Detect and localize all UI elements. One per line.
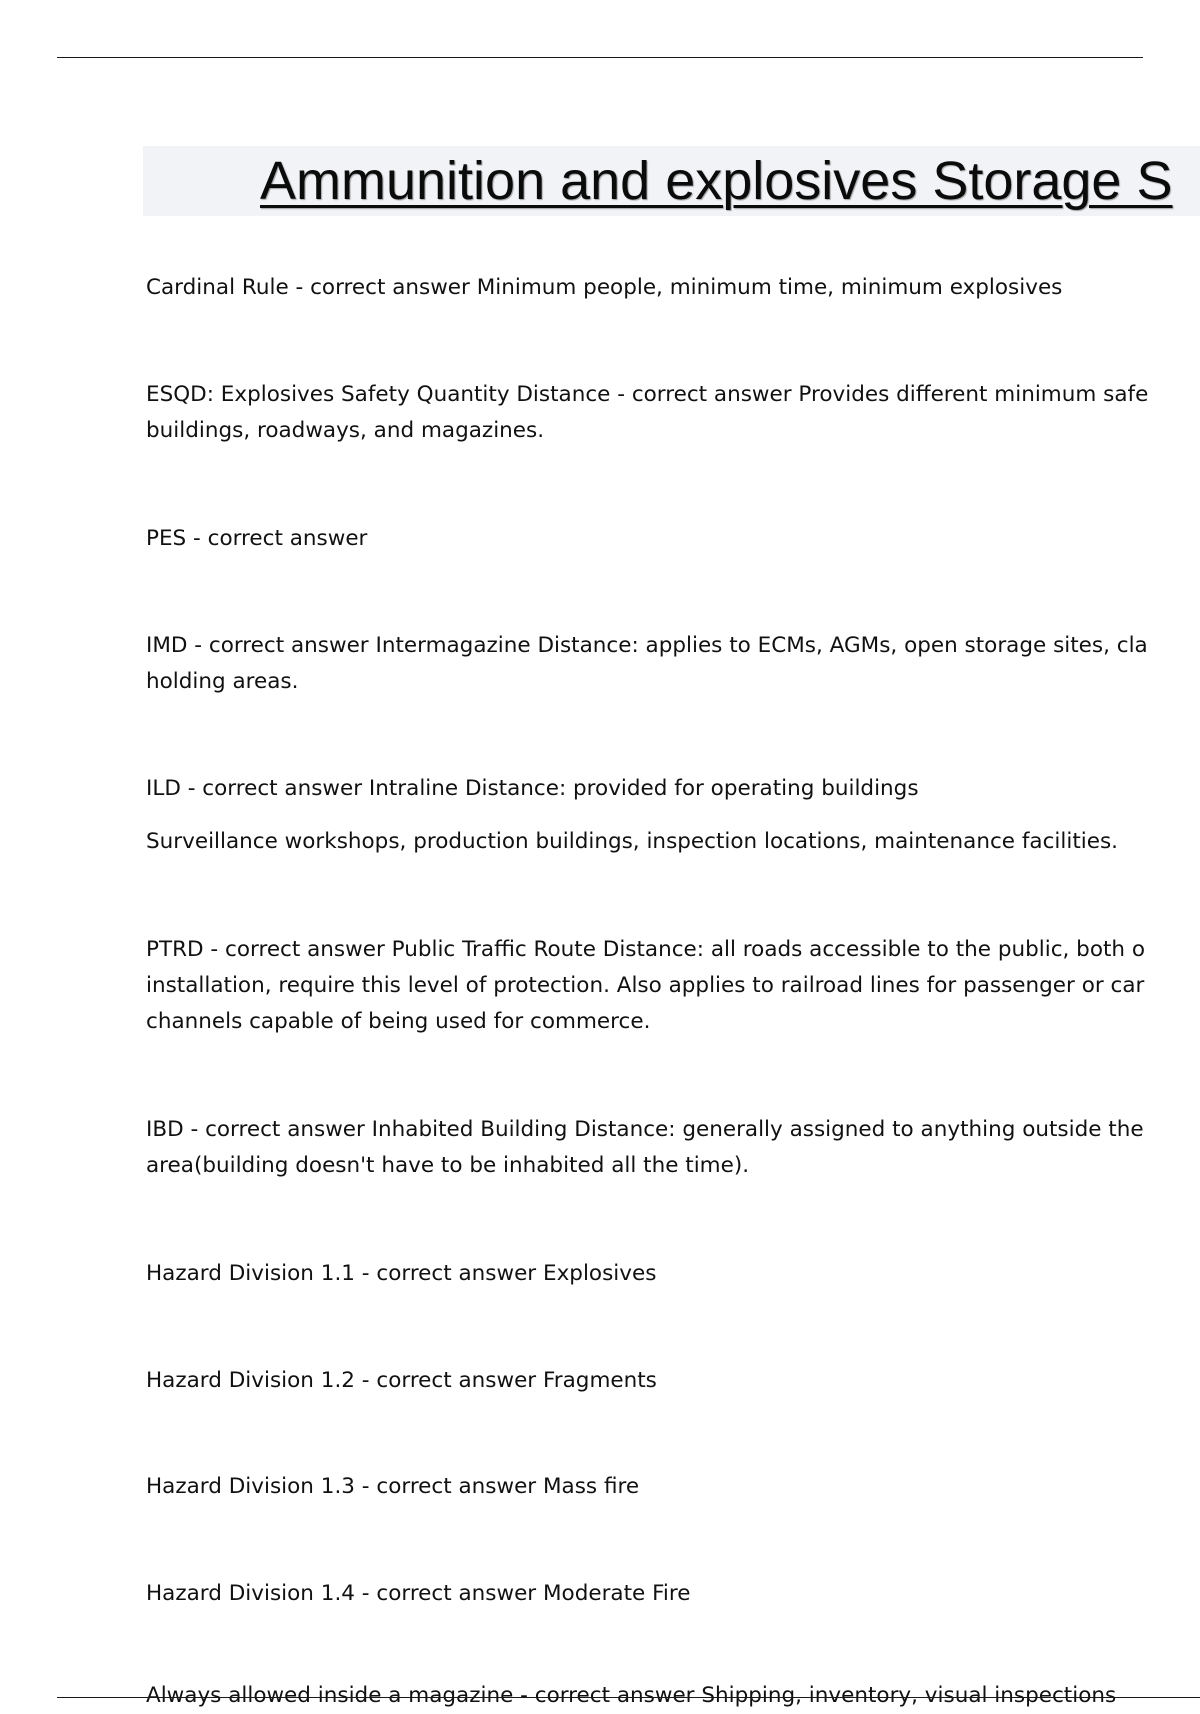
entry-line: Cardinal Rule - correct answer Minimum people, minimum time, minimum explosives — [146, 275, 1063, 300]
entry-ild — [146, 771, 919, 807]
entry-hazard-division-1-2 — [146, 1363, 657, 1399]
entry-magazine-allowed — [146, 1678, 1116, 1714]
entry-ibd — [146, 1112, 1144, 1184]
entry-line: area(building doesn't have to be inhabited all the time). — [146, 1153, 750, 1178]
entry-ild-detail — [146, 824, 1118, 860]
entry-line: IBD - correct answer Inhabited Building Distance: generally assigned to anything outside the — [146, 1117, 1144, 1142]
entry-line: Always allowed inside a magazine - correct answer Shipping, inventory, visual inspections — [146, 1683, 1117, 1708]
entry-ptrd — [146, 932, 1145, 1040]
entry-line: ILD - correct answer Intraline Distance: provided for operating buildings — [146, 776, 919, 801]
entry-line: PES - correct answer — [146, 526, 368, 551]
entry-line: installation, require this level of protection. Also applies to railroad lines for passenger or car — [146, 973, 1145, 998]
entry-pes — [146, 521, 367, 557]
entry-line: IMD - correct answer Intermagazine Distance: applies to ECMs, AGMs, open storage sites, cla — [146, 633, 1148, 658]
entry-line: Surveillance workshops, production buildings, inspection locations, maintenance facilities. — [146, 829, 1118, 854]
entry-hazard-division-1-3 — [146, 1469, 639, 1505]
document-title: Ammunition and explosives Storage S — [260, 151, 1173, 211]
entry-cardinal-rule — [146, 270, 1062, 306]
entry-line: ESQD: Explosives Safety Quantity Distance - correct answer Provides different minimum safe — [146, 382, 1149, 407]
entry-imd — [146, 628, 1148, 700]
entry-line: Hazard Division 1.3 - correct answer Mass fire — [146, 1474, 640, 1499]
entry-esqd — [146, 377, 1148, 449]
entry-line: buildings, roadways, and magazines. — [146, 418, 545, 443]
entry-line: Hazard Division 1.1 - correct answer Explosives — [146, 1261, 657, 1286]
entry-line: channels capable of being used for commerce. — [146, 1009, 651, 1034]
top-divider — [57, 57, 1143, 58]
entry-line: holding areas. — [146, 669, 299, 694]
entry-line: Hazard Division 1.2 - correct answer Fragments — [146, 1368, 657, 1393]
entry-line: PTRD - correct answer Public Traffic Route Distance: all roads accessible to the public, both o — [146, 937, 1146, 962]
entry-hazard-division-1-4 — [146, 1576, 690, 1612]
entry-line: Hazard Division 1.4 - correct answer Moderate Fire — [146, 1581, 691, 1606]
entry-hazard-division-1-1 — [146, 1256, 656, 1292]
title-banner — [143, 146, 1200, 216]
bottom-divider — [57, 1697, 1200, 1698]
